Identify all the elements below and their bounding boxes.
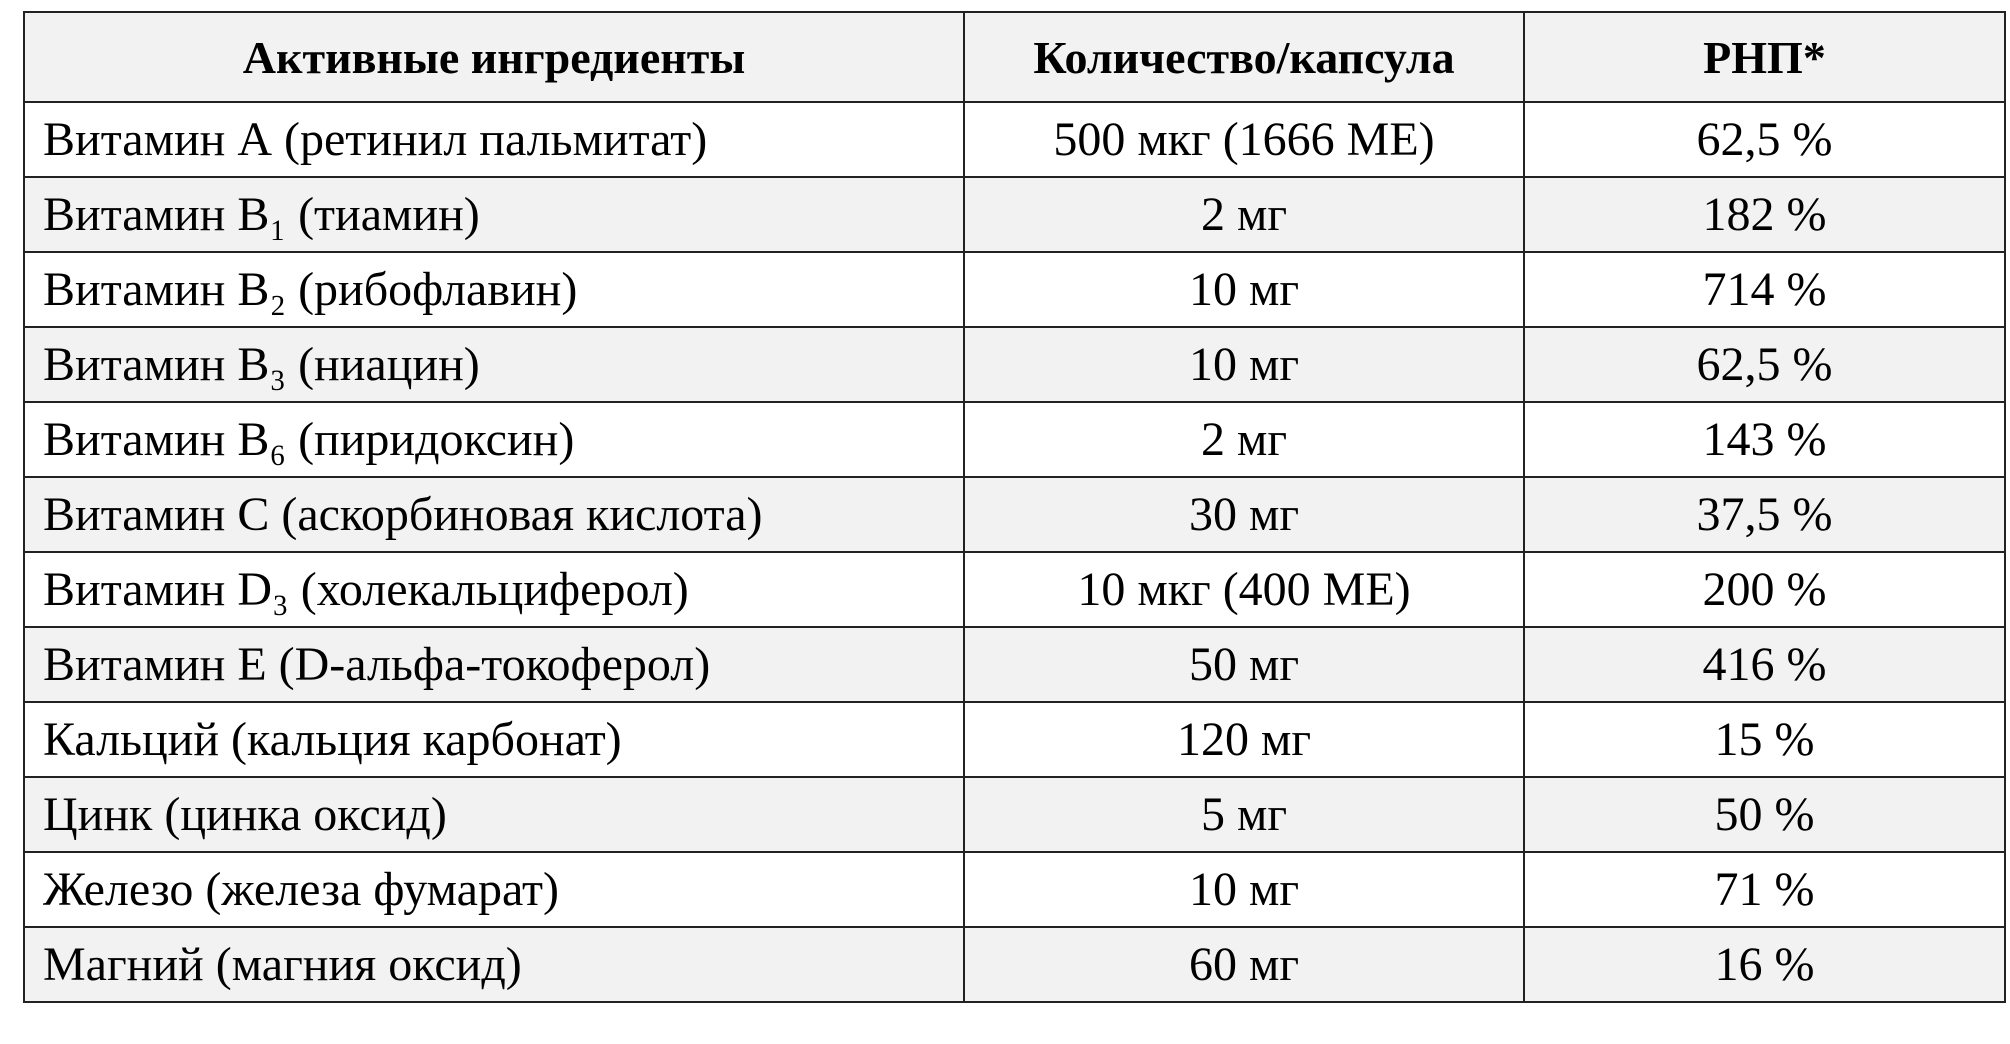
ingredient-name: Витамин В₃ (ниацин) [24,327,964,402]
table-row [24,927,2005,1002]
ingredient-name: Витамин В₆ (пиридоксин) [24,402,964,477]
table-row [24,252,2005,327]
ingredient-name: Железо (железа фумарат) [24,852,964,927]
ingredient-rda: 37,5 % [1524,477,2005,552]
ingredient-rda: 182 % [1524,177,2005,252]
ingredient-amount: 60 мг [964,927,1524,1002]
ingredient-amount: 10 мг [964,327,1524,402]
ingredient-amount: 500 мкг (1666 МЕ) [964,102,1524,177]
table-row [24,477,2005,552]
ingredient-rda: 15 % [1524,702,2005,777]
ingredient-name: Магний (магния оксид) [24,927,964,1002]
ingredient-name: Витамин В₂ (рибофлавин) [24,252,964,327]
table-row [24,102,2005,177]
table-row [24,852,2005,927]
ingredient-name: Витамин D₃ (холекальциферол) [24,552,964,627]
ingredients-table [23,11,2006,1003]
table-row [24,552,2005,627]
header-active-ingredients: Активные ингредиенты [24,12,964,102]
ingredient-amount: 30 мг [964,477,1524,552]
ingredient-rda: 16 % [1524,927,2005,1002]
table-row [24,402,2005,477]
ingredient-amount: 10 мг [964,852,1524,927]
table-row [24,777,2005,852]
ingredient-rda: 143 % [1524,402,2005,477]
ingredient-rda: 71 % [1524,852,2005,927]
header-amount-per-capsule: Количество/капсула [964,12,1524,102]
ingredient-name: Цинк (цинка оксид) [24,777,964,852]
ingredient-rda: 200 % [1524,552,2005,627]
table-row [24,327,2005,402]
ingredient-rda: 62,5 % [1524,102,2005,177]
ingredient-rda: 714 % [1524,252,2005,327]
ingredient-amount: 50 мг [964,627,1524,702]
ingredient-amount: 120 мг [964,702,1524,777]
table-header-row [24,12,2005,102]
ingredient-name: Витамин А (ретинил пальмитат) [24,102,964,177]
header-rda: РНП* [1524,12,2005,102]
ingredient-rda: 62,5 % [1524,327,2005,402]
table-row [24,177,2005,252]
ingredient-amount: 10 мкг (400 МЕ) [964,552,1524,627]
ingredient-rda: 50 % [1524,777,2005,852]
table-row [24,702,2005,777]
ingredient-amount: 2 мг [964,177,1524,252]
ingredient-amount: 2 мг [964,402,1524,477]
ingredient-name: Витамин Е (D-альфа-токоферол) [24,627,964,702]
ingredient-amount: 5 мг [964,777,1524,852]
ingredients-table-container [23,11,2004,1003]
ingredient-rda: 416 % [1524,627,2005,702]
ingredient-name: Витамин С (аскорбиновая кислота) [24,477,964,552]
ingredient-name: Кальций (кальция карбонат) [24,702,964,777]
ingredient-name: Витамин В₁ (тиамин) [24,177,964,252]
table-row [24,627,2005,702]
ingredient-amount: 10 мг [964,252,1524,327]
